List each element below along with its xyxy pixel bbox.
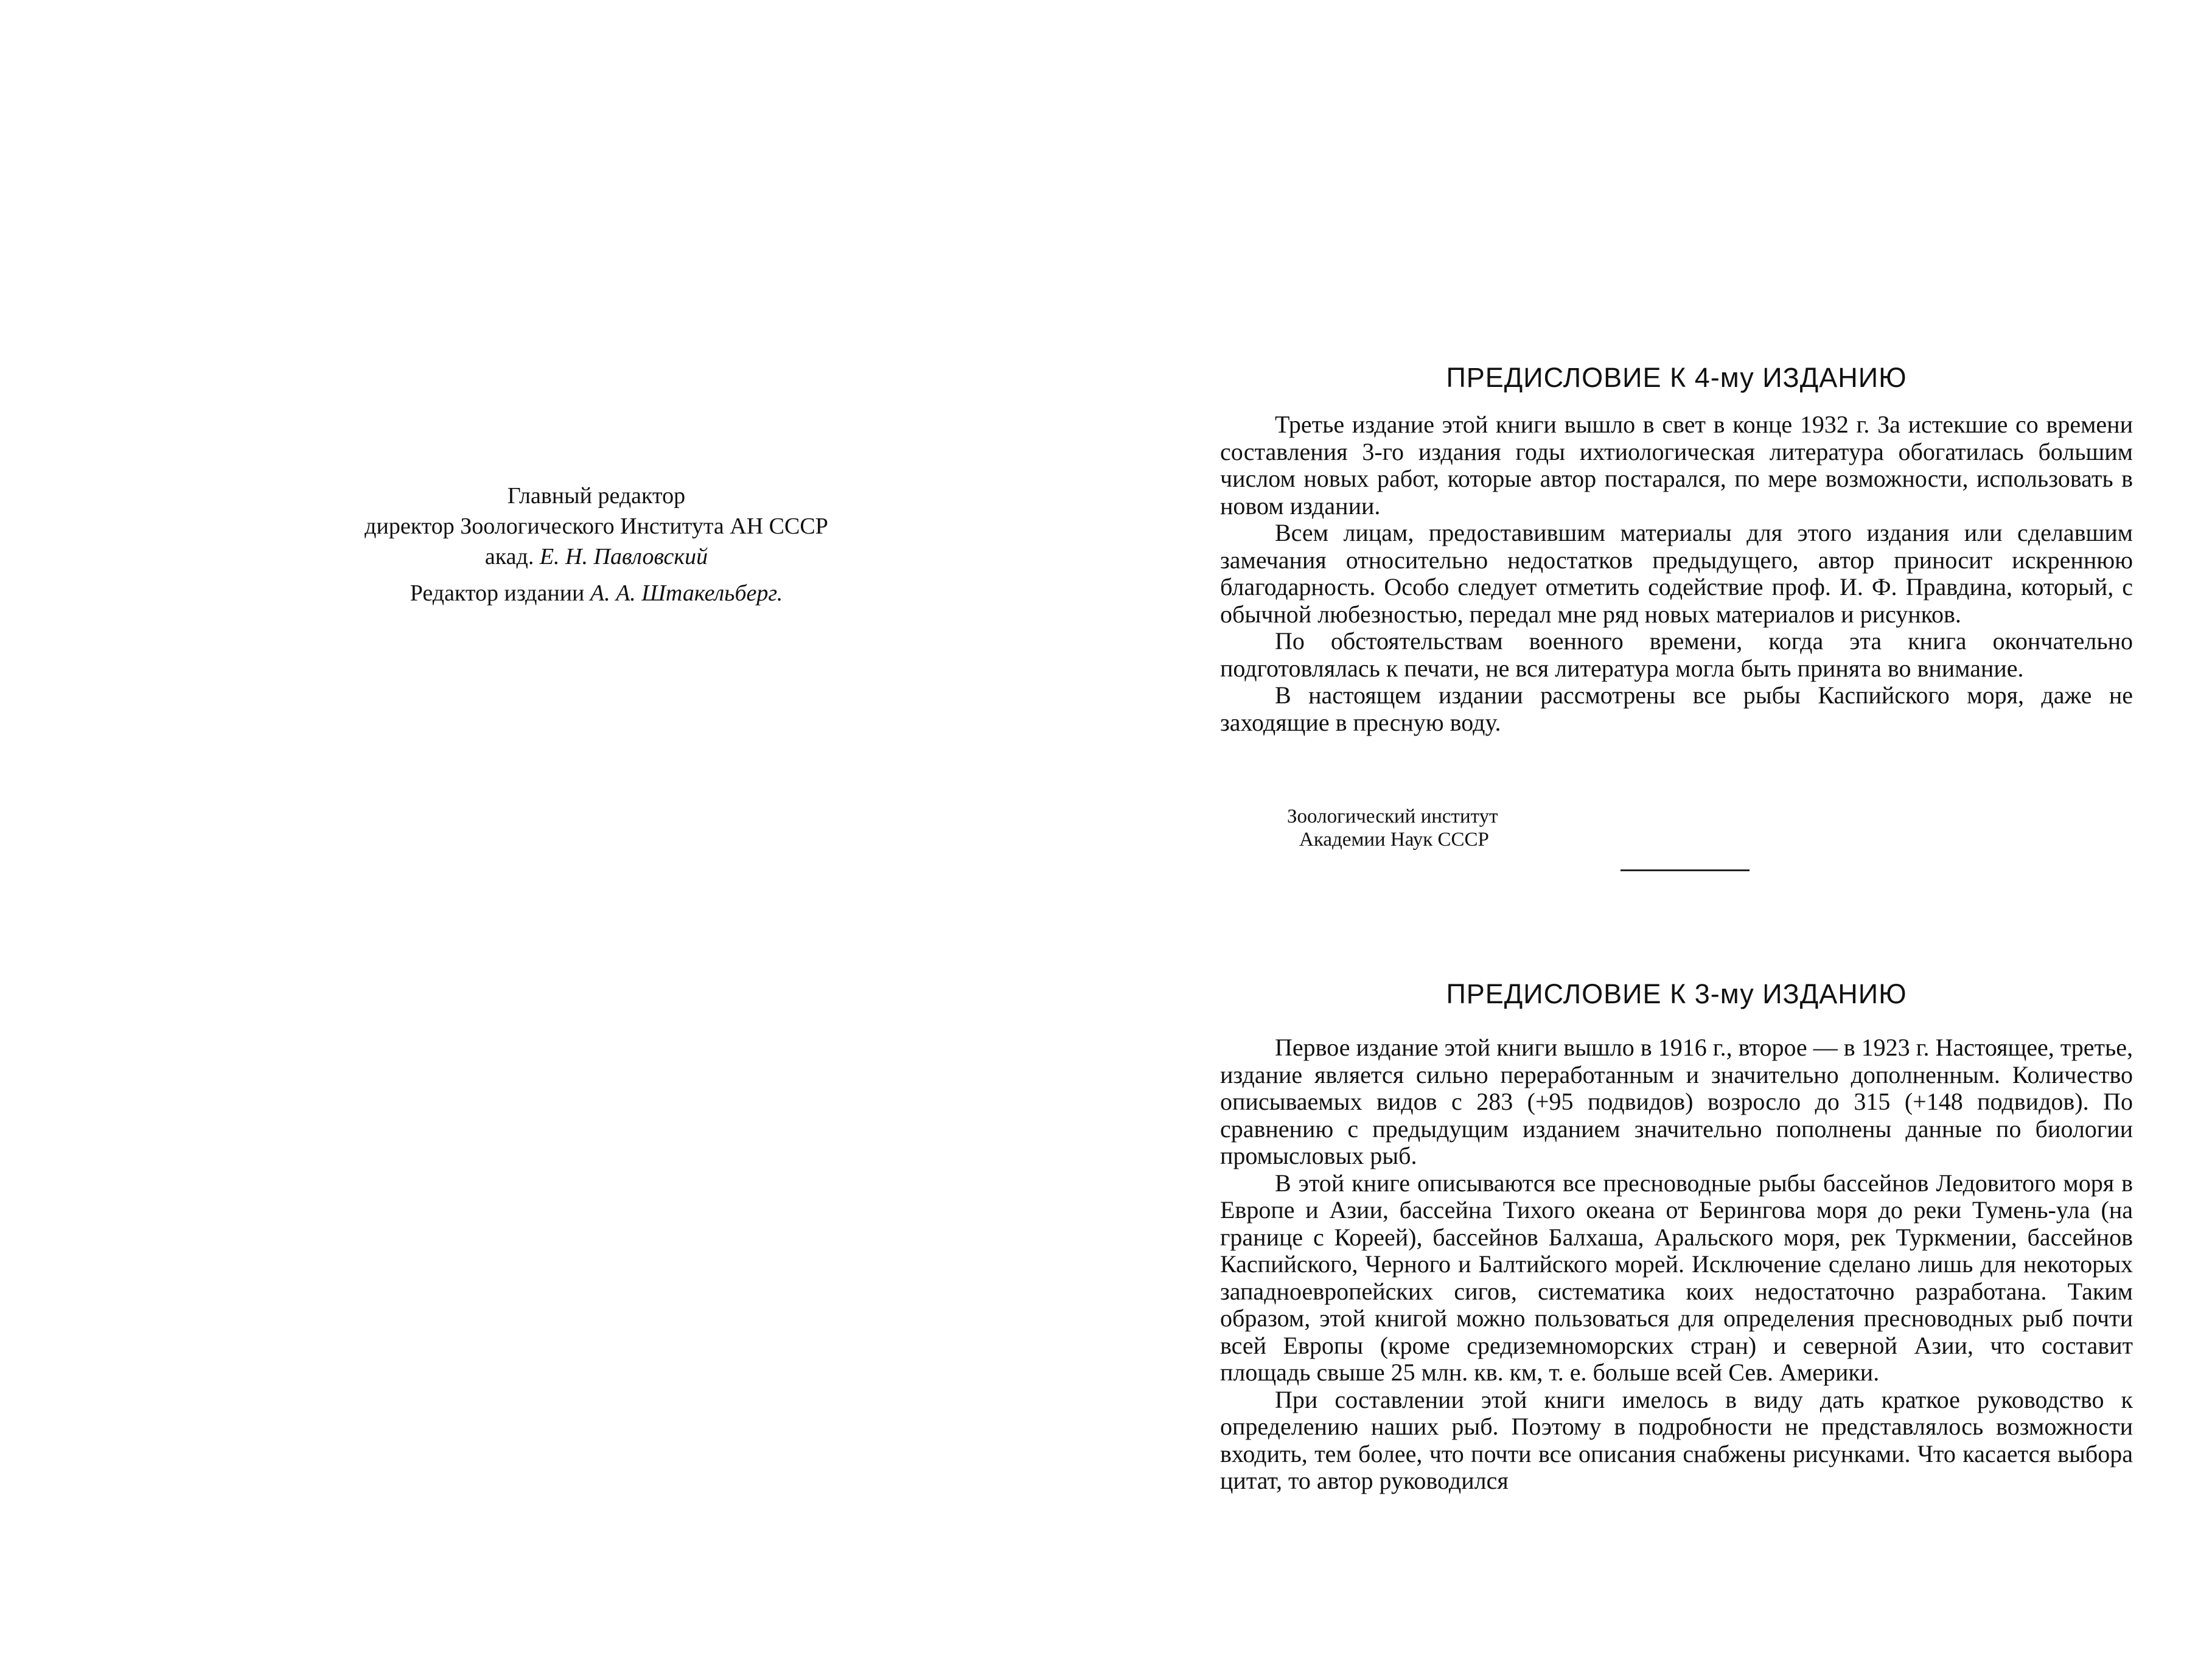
chief-editor-position: директор Зоологического Института АН СССР bbox=[365, 513, 828, 539]
edition-editor-label: Редактор издании bbox=[410, 580, 585, 606]
preface-4-body bbox=[1220, 411, 2133, 736]
preface-3-paragraph: При составлении этой книги имелось в виду дать краткое руководство к определению наших рыб. Поэтому в подробности не представлялось возможности входить, тем более, что почти все описания снабжены рисунками. Что касается выбора цитат, то автор руководился bbox=[1220, 1385, 2133, 1494]
chief-editor-title: акад. bbox=[484, 544, 534, 569]
preface-4-paragraph: По обстоятельствам военного времени, когда эта книга окончательно подготовлялась к печати, не вся литература могла быть принята во внимание. bbox=[1220, 627, 2133, 682]
edition-editor-line bbox=[201, 578, 992, 608]
signature-line: Зоологический институт bbox=[1287, 806, 1498, 827]
chief-editor-line bbox=[201, 541, 992, 572]
editorial-credits bbox=[201, 481, 992, 608]
chief-editor-label: Главный редактор bbox=[507, 483, 686, 509]
preface-4-paragraph: Всем лицам, предоставившим материалы для этого издания или сделавшим замечания относительно недостатков предыдущего, автор приносит искреннюю благодарность. Особо следует отметить содействие проф. И. Ф. Правдина, который, с обычной любезностью, передал мне ряд новых материалов и рисунков. bbox=[1220, 519, 2133, 628]
preface-3-body bbox=[1220, 1034, 2133, 1495]
preface-4-paragraph: Третье издание этой книги вышло в свет в конце 1932 г. За истекшие со времени составления 3-го издания годы ихтиологическая литература обогатилась большим числом новых работ, которые автор постарался, по мере возможности, использовать в новом издании. bbox=[1220, 411, 2133, 520]
chief-editor-name: Е. Н. Павловский bbox=[539, 544, 708, 569]
section-divider bbox=[1621, 869, 1750, 871]
preface-3-paragraph: В этой книге описываются все пресноводные рыбы бассейнов Ледовитого моря в Европе и Азии, бассейна Тихого океана от Берингова моря до реки Тумень-ула (на границе с Кореей), бассейнов Балхаша, Аральского моря, рек Туркмении, бассейнов Каспийского, Черного и Балтийского морей. Исключение сделано лишь для некоторых западноевропейских сигов, систематика коих недостаточно разработана. Таким образом, этой книгой можно пользоваться для определения пресноводных рыб почти всей Европы (кроме средиземноморских стран) и северной Азии, что составит площадь свыше 25 млн. кв. км, т. е. больше всей Сев. Америки. bbox=[1220, 1169, 2133, 1386]
preface-3-title: ПРЕДИСЛОВИЕ К 3-му ИЗДАНИЮ bbox=[1446, 978, 1907, 1009]
edition-editor-name: А. А. Штакельберг. bbox=[590, 580, 783, 606]
preface-4-paragraph: В настоящем издании рассмотрены все рыбы Каспийского моря, даже не заходящие в пресную воду. bbox=[1220, 681, 2133, 736]
preface-4-signature bbox=[1287, 805, 1652, 851]
signature-line: Академии Наук СССР bbox=[1299, 829, 1489, 851]
preface-4-title: ПРЕДИСЛОВИЕ К 4-му ИЗДАНИЮ bbox=[1446, 362, 1907, 393]
preface-3-paragraph: Первое издание этой книги вышло в 1916 г., второе — в 1923 г. Настоящее, третье, издание является сильно переработанным и значительно дополненным. Количество описываемых видов с 283 (+95 подвидов) возросло до 315 (+148 подвидов). По сравнению с предыдущим изданием значительно пополнены данные по биологии промысловых рыб. bbox=[1220, 1034, 2133, 1169]
